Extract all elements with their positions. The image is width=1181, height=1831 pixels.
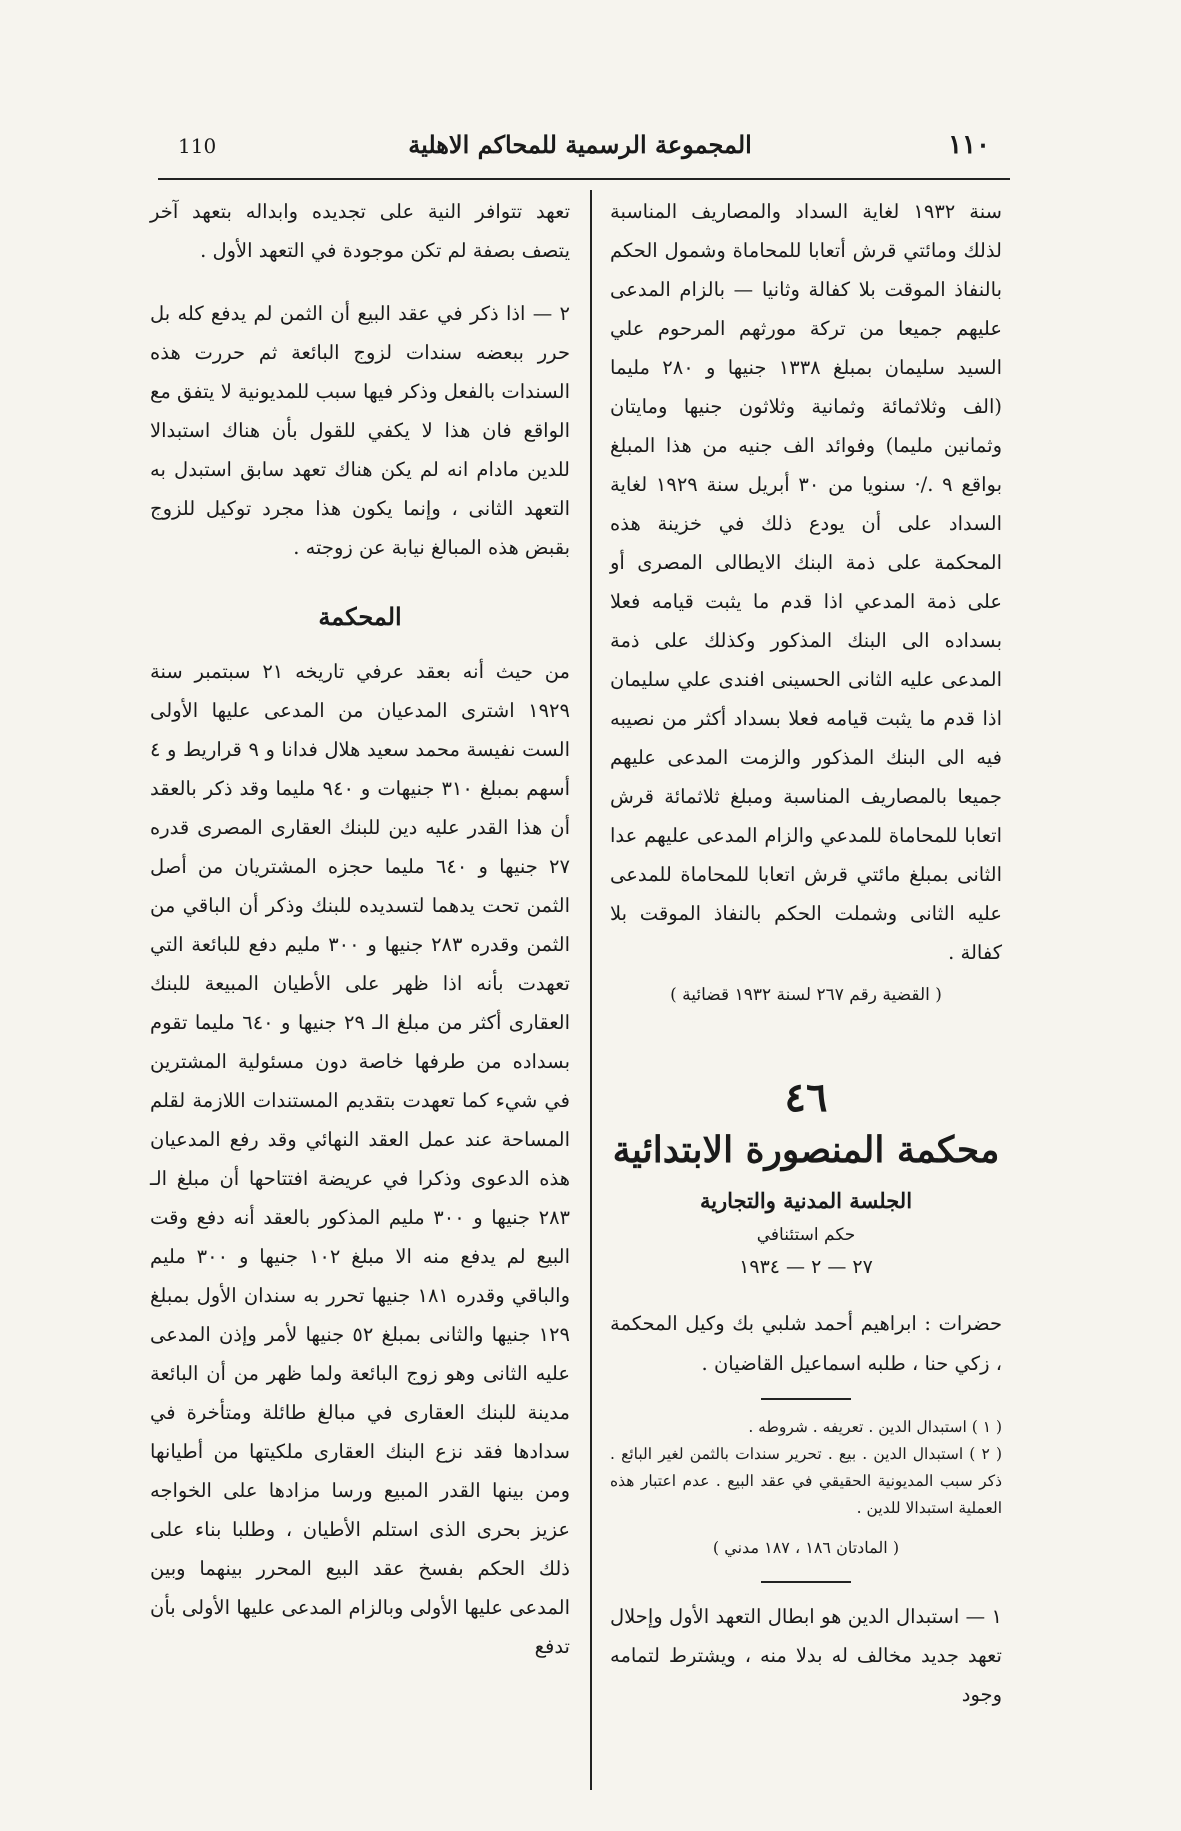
column-divider <box>590 190 592 1790</box>
court-name: محكمة المنصورة الابتدائية <box>612 1129 1000 1171</box>
judgment-type: حكم استئنافي <box>756 1225 856 1245</box>
running-title: المجموعة الرسمية للمحاكم الاهلية <box>408 130 752 159</box>
court-text: من حيث أنه بعقد عرفي تاريخه ٢١ سبتمبر سنة ١٩٢٩ اشترى المدعيان من المدعى عليها الأولى الست نفيسة محمد سعيد هلال فدانا و ٩ قراريط و ٤ أسهم بمبلغ ٣١٠ جنيهات و ٩٤٠ مليما وقد ذكر بالعقد أن هذا القدر عليه دين للبنك العقارى المصرى قدره ٢٧ جنيها و ٦٤٠ مليما حجزه المشتريان من أصل الثمن تحت يدهما لتسديده للبنك وذكر أن الباقي من الثمن وقدره ٢٨٣ جنيها و ٣٠٠ مليم دفع للبائعة التي تعهدت بأنه اذا ظهر على الأطيان المبيعة للبنك العقارى أكثر من مبلغ الـ ٢٩ جنيها و ٦٤٠ مليما تقوم بسداده من طرفها خاصة دون مسئولية المشترين في شيء كما تعهدت بتقديم المستندات اللازمة لقلم المساحة عند عمل العقد النهائي وقد رفع المدعيان هذه الدعوى وذكرا في عريضة افتتاحها أن مبلغ الـ ٢٨٣ جنيها و ٣٠٠ مليم المذكور بالعقد أنه دفع وقت البيع لم يدفع منه الا مبلغ ١٠٢ جنيها و ٣٠٠ مليم والباقي وقدره ١٨١ جنيها تحرر به سندان الأول بمبلغ ١٢٩ جنيها والثانى بمبلغ ٥٢ جنيها لأمر وإذن المدعى عليه الثانى وهو زوج البائعة ولما ظهر من أن البائعة مدينة للبنك العقارى في مبالغ طائلة ومتأخرة في سدادها فقد نزع البنك العقارى ملكيتها من أطيانها ومن بينها القدر المبيع ورسا مزادها على الخواجه عزيز بحرى الذى استلم الأطيان ، وطلبا بناء على ذلك الحكم بفسخ عقد البيع المحرر بينهما وبين المدعى عليها الأولى وبالزام المدعى عليها الأولى بأن تدفع <box>150 660 571 1658</box>
left-column <box>150 192 570 1666</box>
headnote-1: ( ١ ) استبدال الدين . تعريفه . شروطه . <box>748 1418 1002 1436</box>
case-number: ٤٦ <box>784 1074 828 1121</box>
right-column <box>610 192 1002 1714</box>
page-header <box>150 128 1010 168</box>
previous-case-reference: ( القضية رقم ٢٦٧ لسنة ١٩٣٢ قضائية ) <box>670 985 942 1005</box>
page-number-latin: 110 <box>178 134 217 158</box>
headnote-2: ( ٢ ) استبدال الدين . بيع . تحرير سندات بالثمن لغير البائع . ذكر سبب المديونية الحقيقي في عقد البيع . عدم اعتبار هذه العملية استبدالا للدين . <box>610 1445 1002 1517</box>
articles-reference: ( المادتان ١٨٦ ، ١٨٧ مدني ) <box>712 1538 900 1557</box>
judgment-date: ٢٧ — ٢ — ١٩٣٤ <box>739 1256 873 1278</box>
court-heading: المحكمة <box>318 602 402 631</box>
section-rule <box>761 1398 851 1400</box>
section-rule <box>761 1581 851 1583</box>
principle-1: ١ — استبدال الدين هو ابطال التعهد الأول وإحلال تعهد جديد مخالف له بدلا منه ، ويشترط لتمامه وجود <box>610 1605 1002 1706</box>
previous-case-text: سنة ١٩٣٢ لغاية السداد والمصاريف المناسبة لذلك ومائتي قرش أتعابا للمحاماة وشمول الحكم بالنفاذ الموقت بلا كفالة وثانيا — بالزام المدعى عليهم جميعا من تركة مورثهم المرحوم علي السيد سليمان بمبلغ ١٣٣٨ جنيها و ٢٨٠ مليما (الف وثلاثمائة وثمانية وثلاثون جنيها ومايتان وثمانين مليما) وفوائد الف جنيه من هذا المبلغ بواقع ٩ ./· سنويا من ٣٠ أبريل سنة ١٩٢٩ لغاية السداد على أن يودع ذلك في خزينة هذه المحكمة على ذمة البنك الايطالى المصرى أو على ذمة المدعي اذا قدم ما يثبت قيامه فعلا بسداده الى البنك المذكور وكذلك على ذمة المدعى عليه الثانى الحسينى افندى علي سليمان اذا قدم ما يثبت قيامه فعلا بسداد أكثر من نصيبه فيه الى البنك المذكور والزمت المدعى عليهم جميعا بالمصاريف المناسبة ومبلغ ثلاثمائة قرش اتعابا للمحاماة للمدعي والزام المدعى عليهم عدا الثانى بمبلغ مائتي قرش اتعابا للمحاماة للمدعى عليه الثانى وشملت الحكم بالنفاذ الموقت بلا كفالة . <box>610 200 1003 964</box>
judges-list: حضرات : ابراهيم أحمد شلبي بك وكيل المحكمة ، زكي حنا ، طلبه اسماعيل القاضيان . <box>610 1312 1002 1375</box>
page-number-arabic: ١١٠ <box>948 130 990 160</box>
principle-1-continuation: تعهد تتوافر النية على تجديده وابداله بتعهد آخر يتصف بصفة لم تكن موجودة في التعهد الأول . <box>150 200 570 262</box>
session-name: الجلسة المدنية والتجارية <box>699 1188 913 1213</box>
principle-2: ٢ — اذا ذكر في عقد البيع أن الثمن لم يدفع كله بل حرر ببعضه سندات لزوج البائعة ثم حررت هذه السندات بالفعل وذكر فيها سبب للمديونية لا يتفق مع الواقع فان هذا لا يكفي للقول بأن هناك استبدالا للدين مادام انه لم يكن هناك تعهد سابق استبدل به التعهد الثانى ، وإنما يكون هذا مجرد توكيل للزوج بقبض هذه المبالغ نيابة عن زوجته . <box>150 302 570 559</box>
header-rule <box>158 178 1010 180</box>
